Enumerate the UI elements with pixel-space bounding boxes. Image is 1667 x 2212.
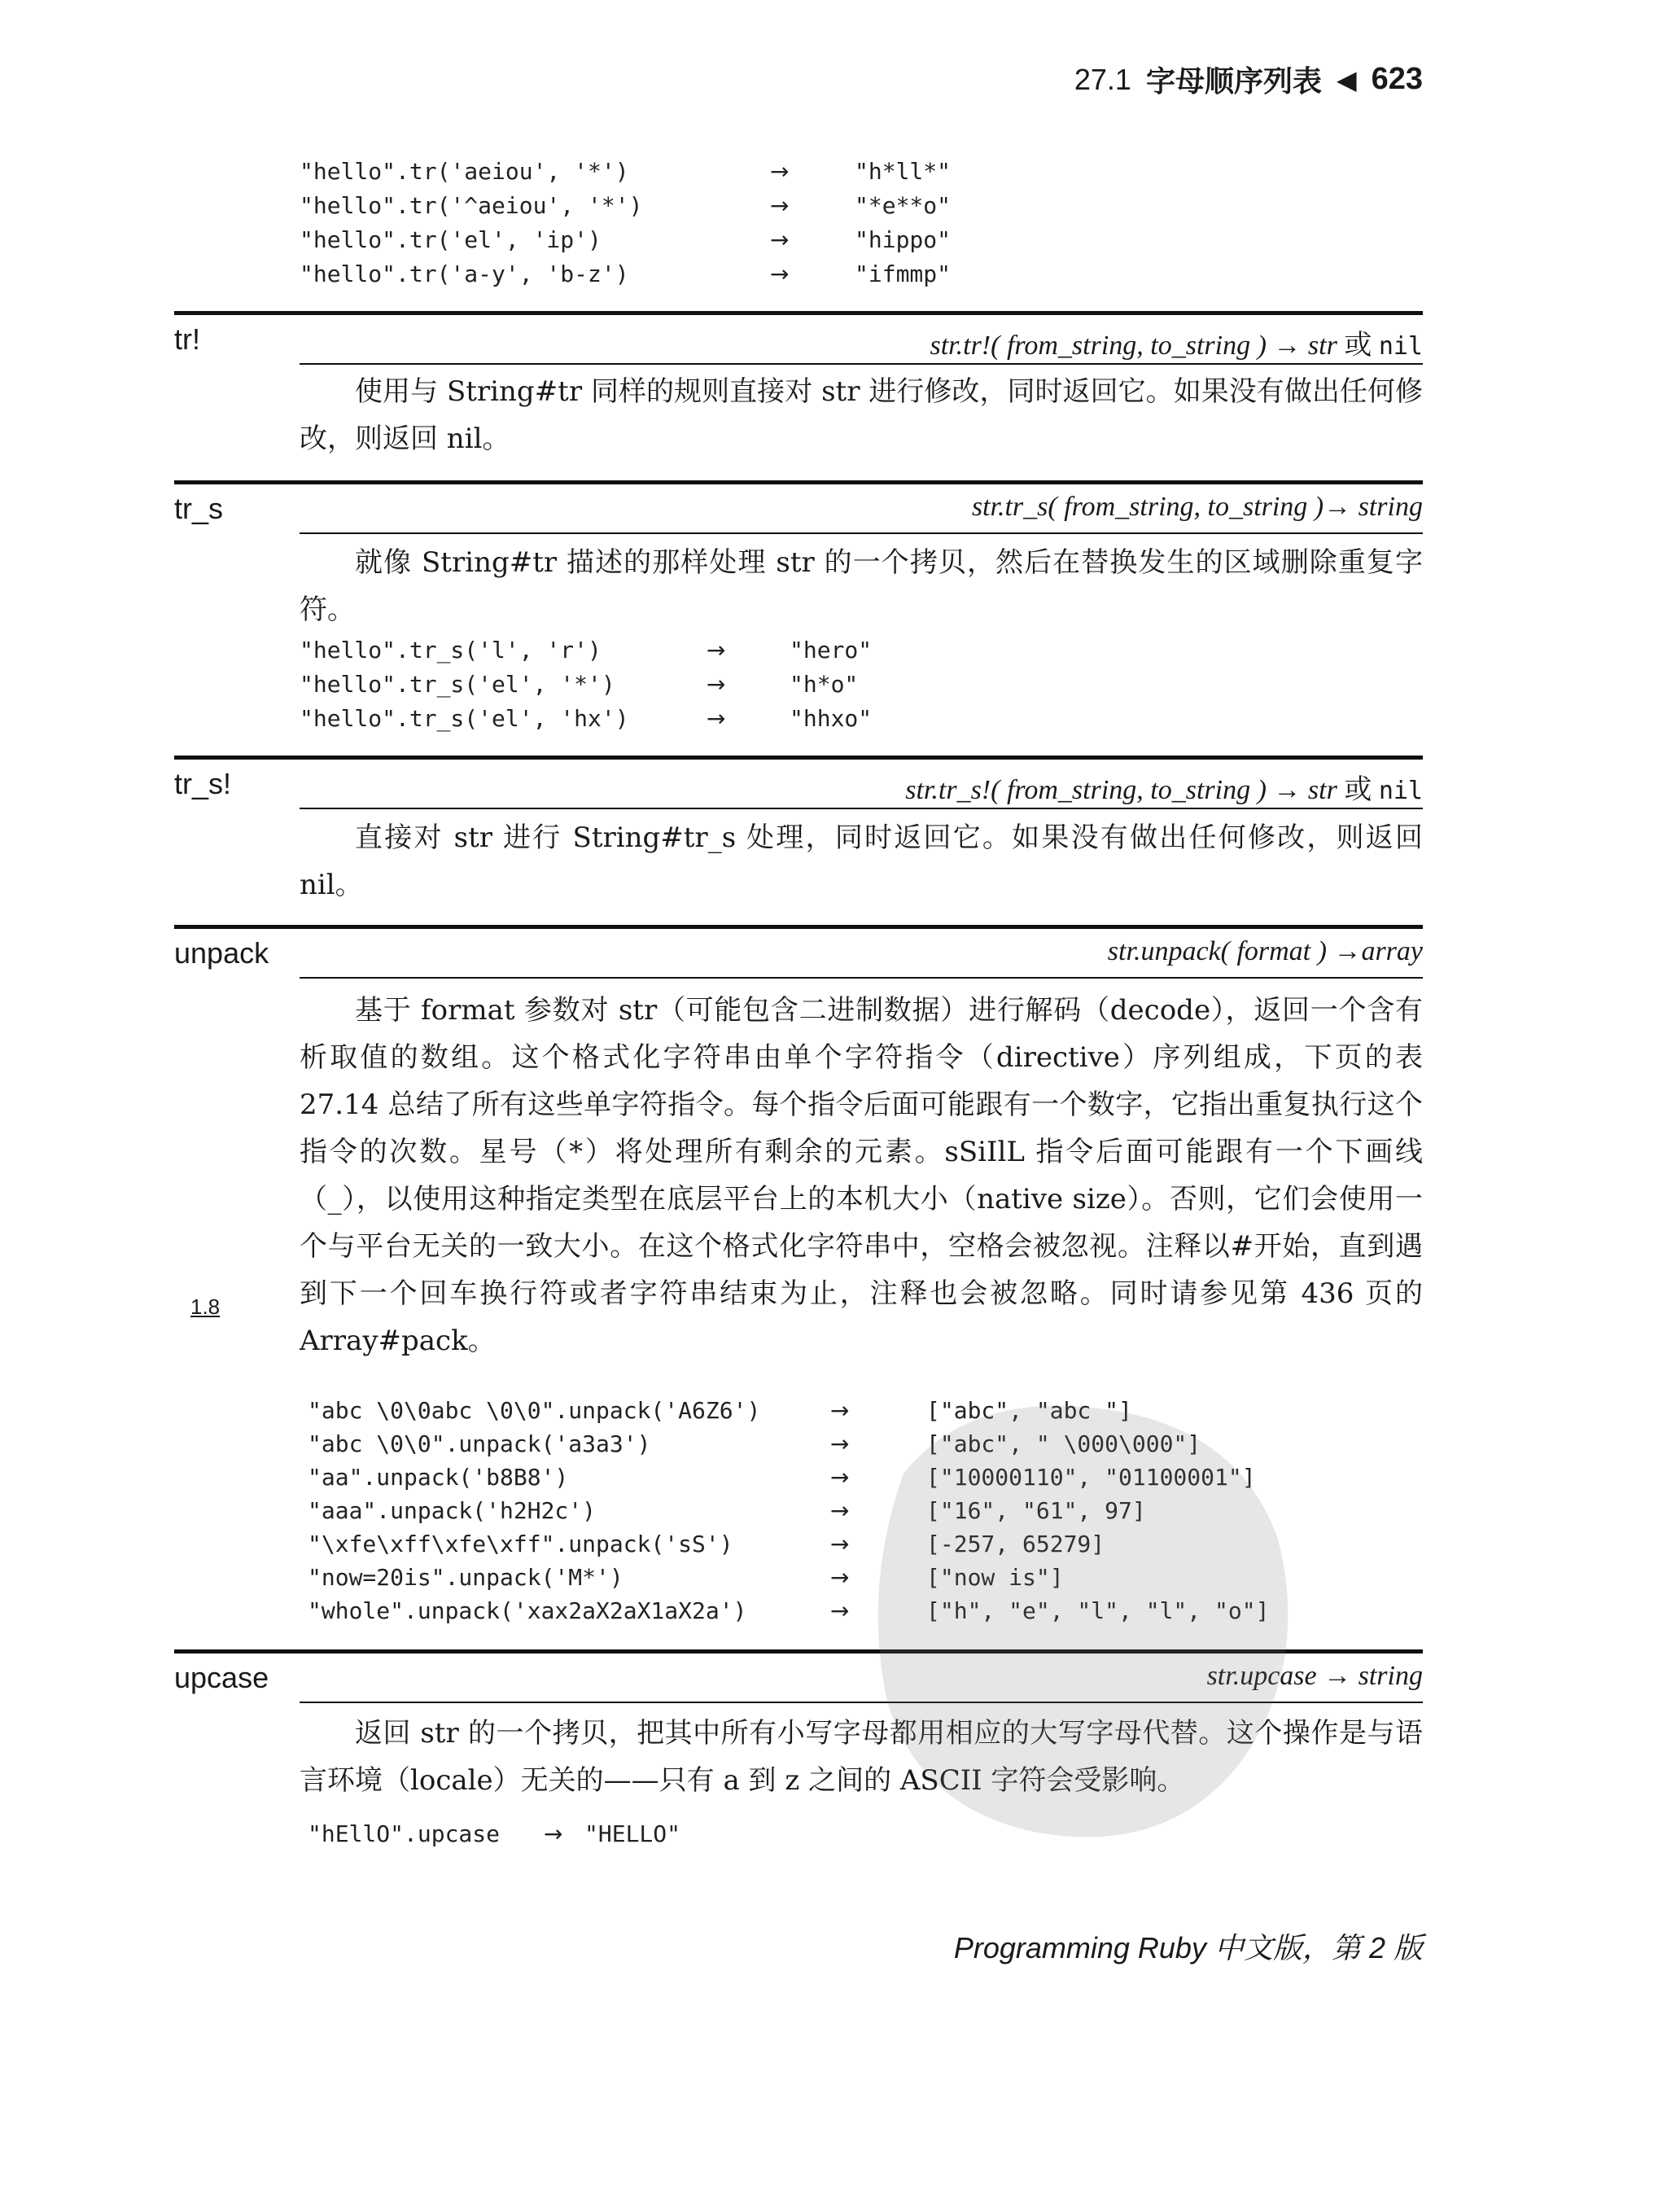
- code-expression: "\xfe\xff\xfe\xff".unpack('sS'): [308, 1531, 733, 1557]
- description-text: 使用与 String#tr 同样的规则直接对 str 进行修改，同时返回它。如果没有做出任何修改，则返回 nil。: [300, 375, 1423, 455]
- method-signature: [930, 322, 1423, 362]
- method-name-tr-bang: tr!: [174, 322, 200, 356]
- signature-underline: [300, 1702, 1423, 1703]
- section-title: 字母顺序列表: [1145, 64, 1322, 98]
- description-text: 就像 String#tr 描述的那样处理 str 的一个拷贝，然后在替换发生的区域删除重复字符。: [300, 546, 1423, 626]
- code-example: [300, 633, 1032, 668]
- section-number: 27.1: [1074, 62, 1131, 96]
- method-signature: str.unpack( format ) →array: [1107, 936, 1423, 966]
- code-result: "h*o": [790, 671, 859, 698]
- code-expression: "aaa".unpack('h2H2c'): [308, 1497, 597, 1524]
- arrow-icon: →: [830, 1464, 850, 1491]
- method-description: [300, 814, 1423, 909]
- arrow-icon: →: [770, 261, 790, 287]
- code-example: [300, 155, 1032, 189]
- signature-underline: [300, 977, 1423, 979]
- code-result: "hero": [790, 637, 873, 664]
- arrow-icon: →: [770, 192, 790, 219]
- entry-divider: [174, 311, 1423, 315]
- code-result: ["10000110", "01100001"]: [926, 1464, 1256, 1491]
- entry-divider: [174, 925, 1423, 929]
- code-expression: "whole".unpack('xax2aX2aX1aX2a'): [308, 1597, 747, 1624]
- code-result: [-257, 65279]: [926, 1531, 1105, 1557]
- method-name-upcase: upcase: [174, 1661, 269, 1694]
- code-example: [308, 1561, 1366, 1595]
- code-example: [308, 1527, 1366, 1562]
- description-text: 基于 format 参数对 str（可能包含二进制数据）进行解码（decode），返回一个含有析取值的数组。这个格式化字符串由单个字符指令（directive）序列组成，下页的表 27.14 总结了所有这些单字符指令。每个指令后面可能跟有一个数字，它指出重复执行这个指令的次数。星号（*）将处理所有剩余的元素。sSiIlL 指令后面可能跟有一个下画线（_），以使用这种指定类型在底层平台上的本机大小（native size）。否则，它们会使用一个与平台无关的一致大小。在这个格式化字符串中，空格会被忽视。注释以#开始，直到遇到下一个回车换行符或者字符串结束为止，注释也会被忽略。同时请参见第 436 页的 Array#pack。: [300, 994, 1423, 1357]
- code-result: "hhxo": [790, 705, 873, 732]
- code-example: [300, 668, 1032, 702]
- code-example: [308, 1817, 1040, 1851]
- signature-underline: [300, 808, 1423, 809]
- code-expression: "now=20is".unpack('M*'): [308, 1564, 623, 1591]
- code-expression: "hello".tr_s('l', 'r'): [300, 637, 602, 664]
- method-description: [300, 368, 1423, 462]
- method-description: [300, 539, 1423, 633]
- code-expression: "abc \0\0".unpack('a3a3'): [308, 1430, 651, 1457]
- code-example: [308, 1394, 1366, 1428]
- entry-divider: [174, 756, 1423, 760]
- signature-or: 或: [1337, 331, 1379, 361]
- code-expression: "hello".tr('aeiou', '*'): [300, 158, 629, 185]
- method-description: [300, 987, 1423, 1364]
- signature-underline: [300, 363, 1423, 365]
- code-example: [300, 189, 1032, 223]
- code-example: [308, 1494, 1366, 1528]
- arrow-icon: →: [707, 671, 726, 698]
- code-example: [300, 702, 1032, 736]
- code-expression: "abc \0\0abc \0\0".unpack('A6Z6'): [308, 1397, 761, 1424]
- code-result: ["abc", " \000\000"]: [926, 1430, 1201, 1457]
- code-result: "h*ll*": [855, 158, 952, 185]
- method-name-tr-s: tr_s: [174, 492, 224, 525]
- arrow-icon: →: [830, 1430, 850, 1457]
- code-expression: "hello".tr('a-y', 'b-z'): [300, 261, 629, 287]
- arrow-icon: →: [830, 1531, 850, 1557]
- version-margin-note: 1.8: [190, 1294, 221, 1319]
- code-expression: "hello".tr_s('el', '*'): [300, 671, 615, 698]
- method-name-tr-s-bang: tr_s!: [174, 767, 232, 800]
- arrow-icon: →: [830, 1564, 850, 1591]
- method-signature: str.tr_s( from_string, to_string )→ string: [971, 492, 1423, 522]
- code-expression: "hello".tr_s('el', 'hx'): [300, 705, 629, 732]
- signature-text: str.tr!( from_string, to_string ) → str: [930, 331, 1337, 361]
- method-signature: [905, 767, 1423, 807]
- code-result: ["now is"]: [926, 1564, 1064, 1591]
- code-expression: "hello".tr('^aeiou', '*'): [300, 192, 643, 219]
- code-result: "hippo": [855, 226, 952, 253]
- method-name-unpack: unpack: [174, 936, 269, 970]
- arrow-icon: →: [544, 1820, 563, 1847]
- code-expression: "hello".tr('el', 'ip'): [300, 226, 602, 253]
- arrow-icon: →: [830, 1397, 850, 1424]
- signature-underline: [300, 532, 1423, 534]
- method-description: [300, 1710, 1423, 1804]
- code-example: [308, 1594, 1366, 1628]
- signature-or: 或: [1337, 775, 1379, 805]
- signature-text: str.tr_s!( from_string, to_string ) → str: [905, 775, 1337, 805]
- method-signature: str.upcase → string: [1206, 1661, 1423, 1691]
- signature-nil: nil: [1378, 777, 1423, 805]
- signature-nil: nil: [1378, 332, 1423, 361]
- arrow-icon: →: [707, 637, 726, 664]
- code-result: "ifmmp": [855, 261, 952, 287]
- description-text: 返回 str 的一个拷贝，把其中所有小写字母都用相应的大写字母代替。这个操作是与语言环境（locale）无关的——只有 a 到 z 之间的 ASCII 字符会受影响。: [300, 1717, 1423, 1797]
- arrow-icon: →: [770, 226, 790, 253]
- book-footer: Programming Ruby 中文版，第 2 版: [953, 1931, 1423, 1965]
- code-example: [300, 223, 1032, 257]
- arrow-icon: →: [830, 1497, 850, 1524]
- entry-divider: [174, 480, 1423, 484]
- arrow-icon: →: [830, 1597, 850, 1624]
- code-expression: "hEllO".upcase: [308, 1820, 501, 1847]
- code-example: [308, 1427, 1366, 1461]
- code-expression: "aa".unpack('b8B8'): [308, 1464, 569, 1491]
- description-text: 直接对 str 进行 String#tr_s 处理，同时返回它。如果没有做出任何修改，则返回 nil。: [300, 821, 1423, 901]
- triangle-marker-icon: ◀: [1336, 64, 1357, 94]
- entry-divider: [174, 1649, 1423, 1654]
- code-result: ["16", "61", 97]: [926, 1497, 1146, 1524]
- code-example: [308, 1461, 1366, 1495]
- code-result: "HELLO": [584, 1820, 681, 1847]
- code-result: ["abc", "abc "]: [926, 1397, 1132, 1424]
- code-result: "*e**o": [855, 192, 952, 219]
- arrow-icon: →: [770, 158, 790, 185]
- code-result: ["h", "e", "l", "l", "o"]: [926, 1597, 1270, 1624]
- page-number: 623: [1371, 62, 1423, 96]
- code-example: [300, 257, 1032, 291]
- arrow-icon: →: [707, 705, 726, 732]
- running-header: [1074, 59, 1423, 100]
